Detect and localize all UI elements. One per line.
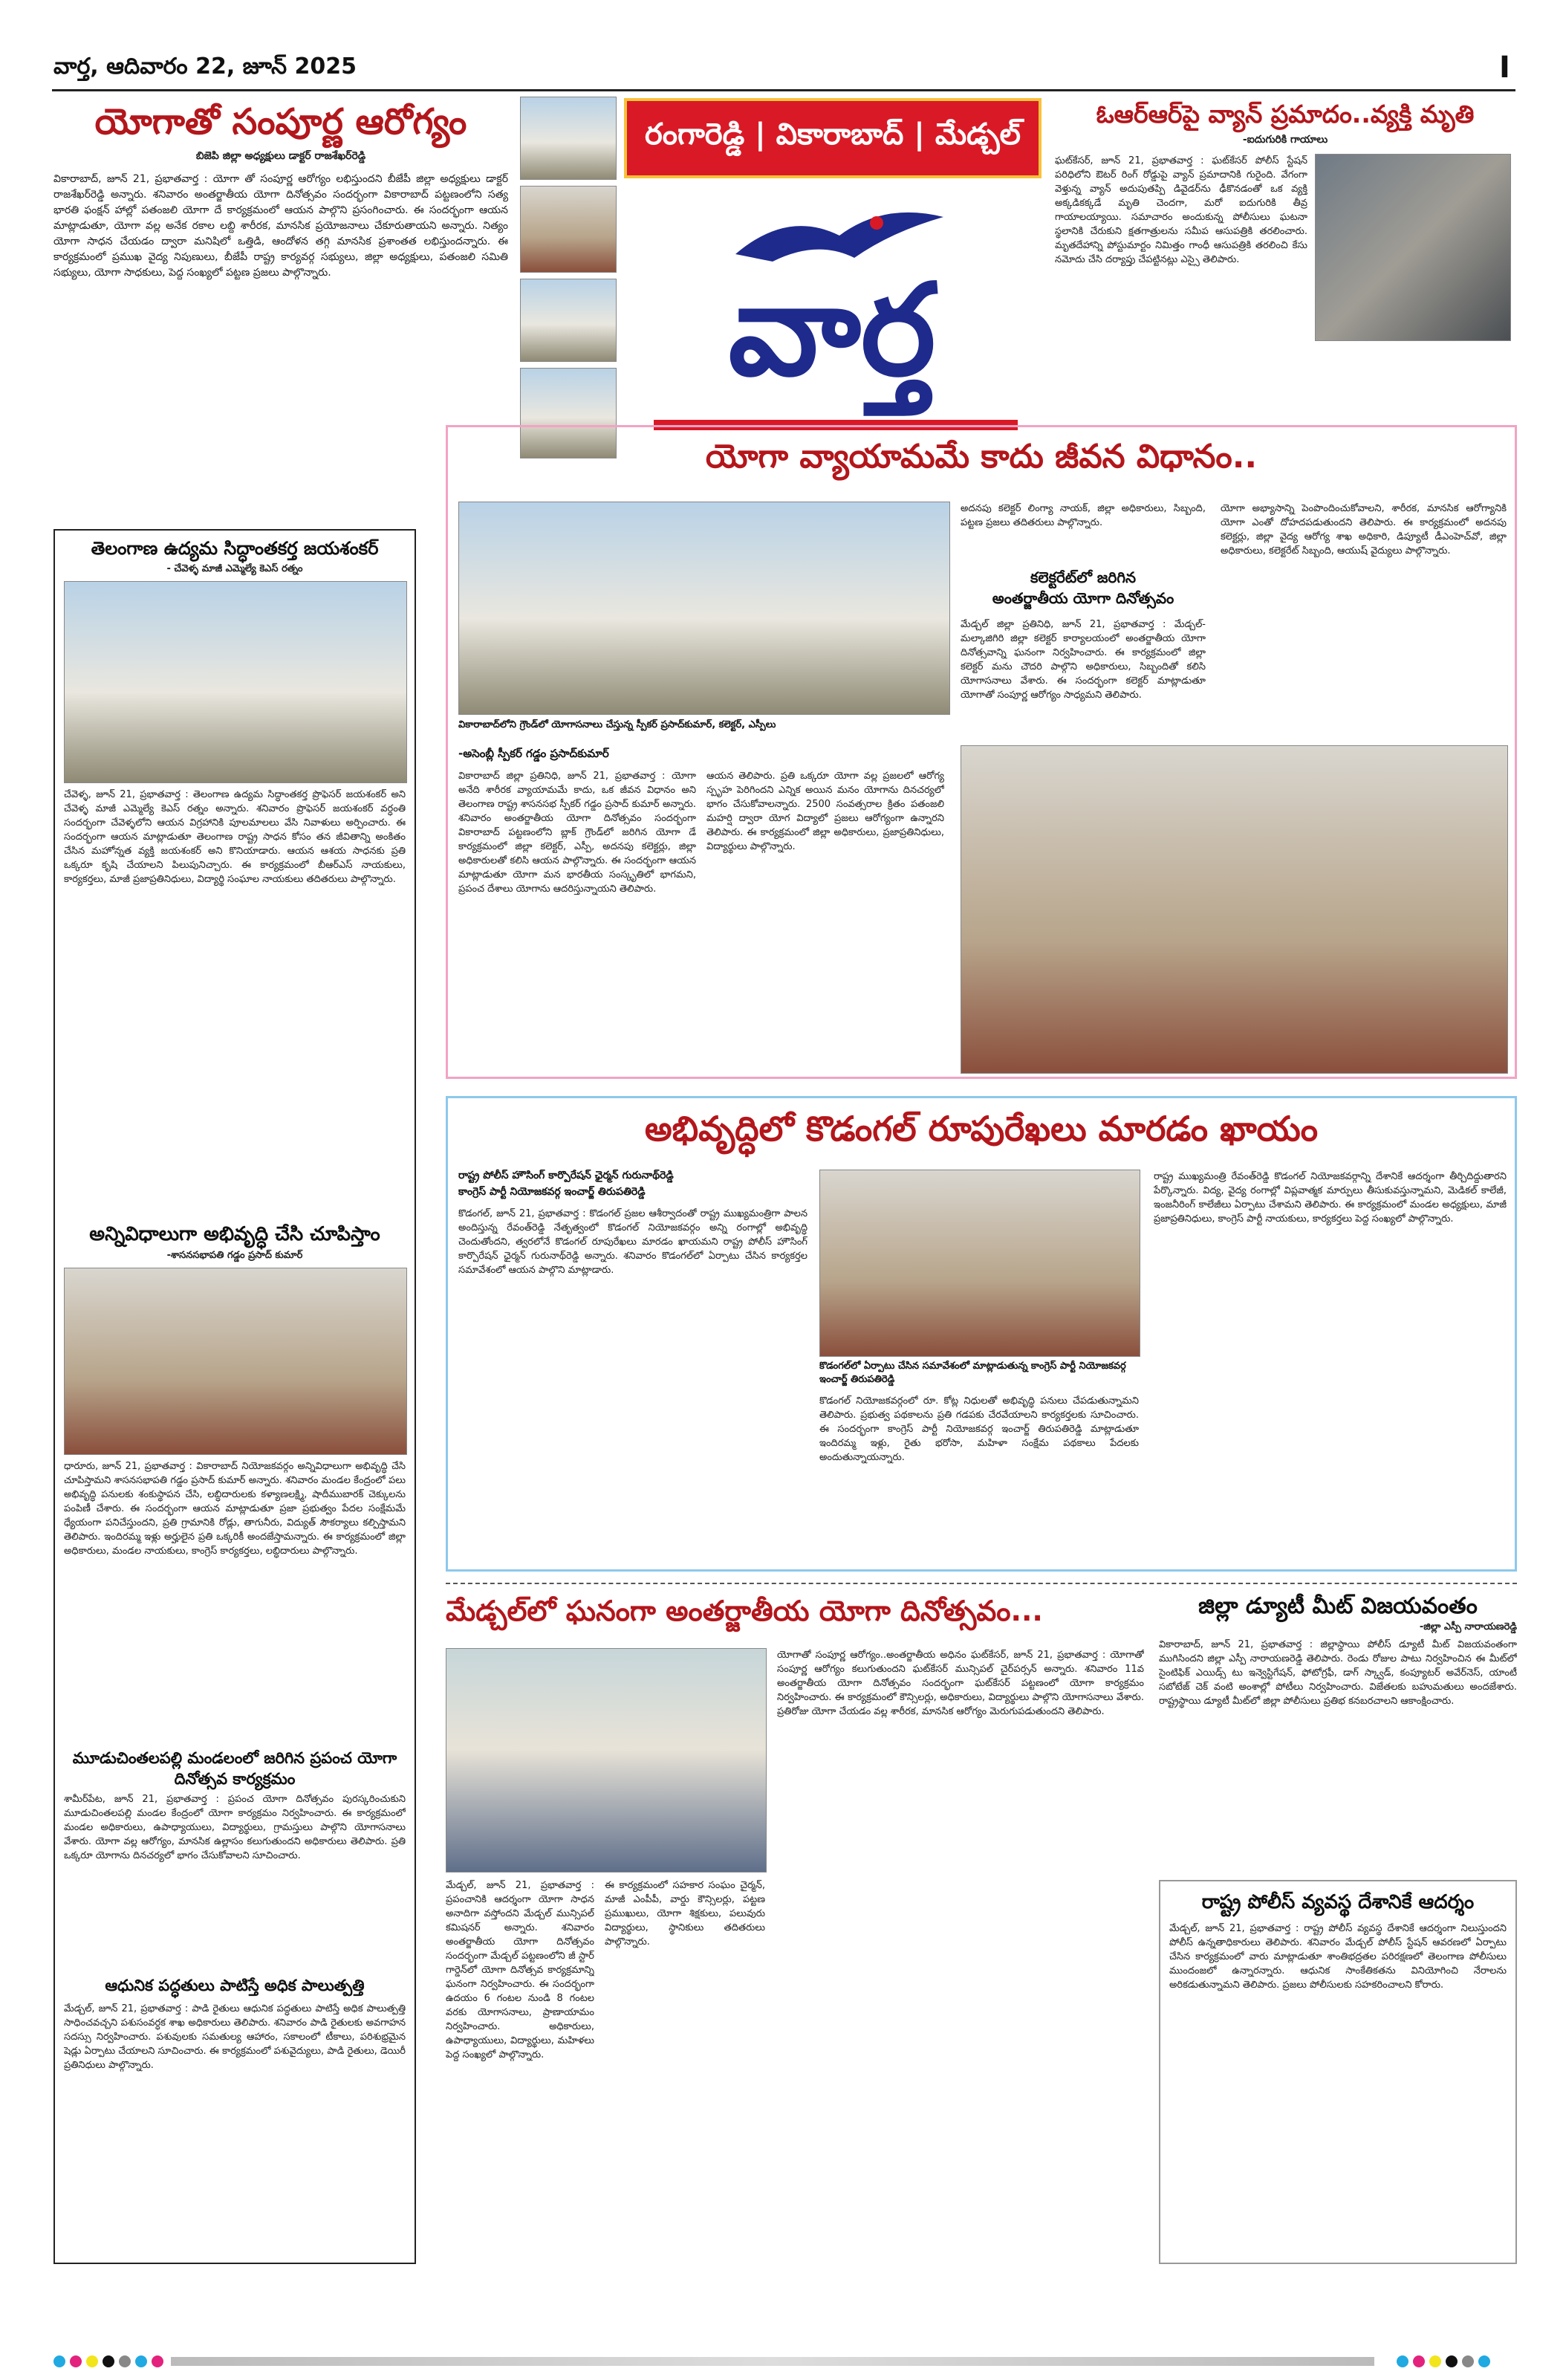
medchal-yoga-photo <box>446 1648 767 1872</box>
body-col-4: మేడ్చల్ జిల్లా ప్రతినిధి, జూన్ 21, ప్రభాతవార్త : మేడ్చల్-మల్కాజిగిరి జిల్లా కలెక్టర్ కార్యాలయంలో అంతర్జాతీయ యోగా దినోత్సవాన్ని ఘనంగా నిర్వహించారు. ఈ కార్యక్రమంలో జిల్లా కలెక్టర్ మను చౌదరి పాల్గొని అధికారులు, సిబ్బందితో కలిసి యోగాసనాలు వేశారు. ఈ సందర్భంగా కలెక్టర్ మాట్లాడుతూ యోగాతో సంపూర్ణ ఆరోగ్యం సాధ్యమని తెలిపారు. <box>961 619 1206 701</box>
headline: మేడ్చల్‌లో ఘనంగా అంతర్జాతీయ యోగా దినోత్సవం... <box>446 1595 1043 1627</box>
landscape-photo <box>520 279 617 362</box>
registration-dot <box>1429 2355 1441 2367</box>
jayashankar-body: చేవెళ్ళ, జూన్ 21, ప్రభాతవార్త : తెలంగాణ ఉద్యమ సిద్ధాంతకర్త ప్రొఫెసర్ జయశంకర్ అని చేవెళ్ళ మాజీ ఎమ్మెల్యే కెఎస్ రత్నం అన్నారు. శనివారం ప్రొఫెసర్ జయశంకర్ వర్ధంతి సందర్భంగా చేవెళ్ళలోని ఆయన విగ్రహానికి పూలమాలలు వేసి నివాళులు అర్పించారు. ఈ సందర్భంగా ఆయన మాట్లాడుతూ తెలంగాణ రాష్ట్ర సాధన కోసం తన జీవితాన్ని అంకితం చేసిన మహోన్నత వ్యక్తి జయశంకర్ అని కొనియాడారు. ఆయన ఆశయ సాధనకు ప్రతి ఒక్కరూ కృషి చేయాలని పిలుపునిచ్చారు. ఈ కార్యక్రమంలో బీఆర్ఎస్ నాయకులు, కార్యకర్తలు, మాజీ ప్రజాప్రతినిధులు, విద్యార్థి సంఘాల నాయకులు తదితరులు పాల్గొన్నారు. <box>64 789 406 885</box>
masthead-logo: వార్త <box>728 257 936 404</box>
registration-dot <box>103 2355 114 2367</box>
subhead: -ఐదుగురికి గాయాలు <box>1242 134 1328 146</box>
registration-dot <box>119 2355 131 2367</box>
registration-dot <box>86 2355 98 2367</box>
region-banner <box>624 98 1042 178</box>
jayashankar-statue-photo <box>64 581 407 783</box>
headline: యోగా వ్యాయామమే కాదు జీవన విధానం.. <box>705 438 1258 476</box>
mudichintalapalli-body: శామీర్‌పేట, జూన్ 21, ప్రభాతవార్త : ప్రపంచ యోగా దినోత్సవం పురస్కరించుకుని మూడుచింతలపల్లి మండల కేంద్రంలో యోగా కార్యక్రమం నిర్వహించారు. ఈ కార్యక్రమంలో మండల అధికారులు, ఉపాధ్యాయులు, విద్యార్థులు, గ్రామస్తులు పాల్గొని యోగాసనాలు వేశారు. యోగా వల్ల ఆరోగ్యం, మానసిక ఉల్లాసం కలుగుతుందని అధికారులు తెలిపారు. ప్రతి ఒక్కరూ యోగాను దినచర్యలో భాగం చేసుకోవాలని సూచించారు. <box>64 1794 406 1861</box>
headline: రాష్ట్ర పోలీస్ వ్యవస్థ దేశానికే ఆదర్శం <box>1201 1891 1475 1913</box>
subhead: రాష్ట్ర పోలీస్ హౌసింగ్ కార్పొరేషన్ ఛైర్మన్ గురునాథ్‌రెడ్డి <box>458 1170 674 1181</box>
subhead-2: కాంగ్రెస్ పార్టీ నియోజకవర్గ ఇంచార్జ్ తిరుపతిరెడ్డి <box>458 1186 646 1198</box>
body-text: వికారాబాద్, జూన్ 21, ప్రభాతవార్త : జిల్లాస్థాయి పోలీస్ డ్యూటీ మీట్ విజయవంతంగా ముగిసిందని జిల్లా ఎస్పీ నారాయణరెడ్డి తెలిపారు. రెండు రోజుల పాటు నిర్వహించిన ఈ మీట్‌లో సైంటిఫిక్ ఎయిడ్స్ టు ఇన్వెస్టిగేషన్, ఫోటోగ్రఫీ, డాగ్ స్క్వాడ్, కంప్యూటర్ అవేర్‌నెస్, యాంటీ సబోటేజ్ చెక్ వంటి అంశాల్లో పోటీలు నిర్వహించారు. విజేతలకు బహుమతులు అందజేశారు. రాష్ట్రస్థాయి డ్యూటీ మీట్‌లో జిల్లా పోలీసులు ప్రతిభ కనబరచాలని ఆకాంక్షించారు. <box>1159 1639 1517 1707</box>
mudichintalapalli-headline: మూడుచింతలపల్లి మండలంలో జరిగిన ప్రపంచ యోగా దినోత్సవ కార్యక్రమం <box>72 1749 397 1788</box>
headline: జిల్లా డ్యూటీ మీట్ విజయవంతం <box>1198 1593 1478 1619</box>
body-col-3: అదనపు కలెక్టర్ లింగ్యా నాయక్, జిల్లా అధికారులు, సిబ్బంది, పట్టణ ప్రజలు తదితరులు పాల్గొన్నారు. <box>961 503 1206 528</box>
registration-dot <box>1478 2355 1490 2367</box>
body-text: వికారాబాద్, జూన్ 21, ప్రభాతవార్త : యోగా తో సంపూర్ణ ఆరోగ్యం లభిస్తుందని బీజేపీ జిల్లా అధ్యక్షులు డాక్టర్ రాజశేఖర్‌రెడ్డి అన్నారు. శనివారం అంతర్జాతీయ యోగా దినోత్సవం సందర్భంగా వికారాబాద్ పట్టణంలోని సత్య భారతి ఫంక్షన్ హాల్లో పతంజలి యోగా దే కార్యక్రమంలో ఆయన పాల్గొని ప్రసంగించారు. ఈ సందర్భంగా ఆయన మాట్లాడుతూ, యోగా వల్ల అనేక రకాల లబ్ది శారీరక, మానసిక ప్రయోజనాలు చేకూరుతాయని అన్నారు. నిత్యం యోగా సాధన చేయడం ద్వారా మనిషిలో ఒత్తిడి, ఆందోళన తగ్గి మానసిక ప్రశాంతత లభిస్తుందన్నారు. ఈ కార్యక్రమంలో ప్రముఖ వైద్య నిపుణులు, బీజేపీ రాష్ట్ర కార్యవర్గ సభ్యులు, జిల్లా అధ్యక్షులు, పతంజలి సమితి సభ్యులు, యోగా సాధకులు, పెద్ద సంఖ్యలో పట్టణ ప్రజలు పాల్గొన్నారు. <box>53 173 508 279</box>
yoga-health-story <box>53 98 508 514</box>
bottom-gray-bar <box>171 2357 1374 2366</box>
collectorate-head: కలెక్టరేట్‌లో జరిగిన <box>1030 568 1137 586</box>
jayashankar-headline: తెలంగాణ ఉద్యమ సిద్ధాంతకర్త జయశంకర్ <box>91 538 379 559</box>
body-text: మేడ్చల్, జూన్ 21, ప్రభాతవార్త : రాష్ట్ర పోలీస్ వ్యవస్థ దేశానికే ఆదర్శంగా నిలుస్తుందని పోలీస్ ఉన్నతాధికారులు తెలిపారు. శనివారం మేడ్చల్ పోలీస్ స్టేషన్ ఆవరణలో ఏర్పాటు చేసిన కార్యక్రమంలో వారు మాట్లాడుతూ శాంతిభద్రతల పరిరక్షణలో తెలంగాణ పోలీసులు ముందంజలో ఉన్నారన్నారు. ఆధునిక సాంకేతికతను వినియోగించి నేరాలను అరికడుతున్నామని తెలిపారు. ప్రజలు పోలీసులకు సహకరించాలని కోరారు. <box>1169 1923 1507 1991</box>
registration-dot <box>1413 2355 1425 2367</box>
headline: యోగాతో సంపూర్ణ ఆరోగ్యం <box>94 101 467 143</box>
registration-dot <box>1462 2355 1474 2367</box>
accident-photo <box>1315 154 1511 341</box>
color-registration-left <box>53 2355 163 2367</box>
body-col-2: కొడంగల్ నియోజకవర్గంలో రూ. కోట్ల నిధులతో అభివృద్ధి పనులు చేపడుతున్నామని తెలిపారు. ప్రభుత్వ పథకాలను ప్రతి గడపకు చేరవేయాలని కార్యకర్తలకు సూచించారు. ఈ సందర్భంగా కాంగ్రెస్ పార్టీ నియోజకవర్గ ఇంచార్జ్ తిరుపతిరెడ్డి మాట్లాడుతూ ఇందిరమ్మ ఇళ్లు, రైతు భరోసా, మహిళా సంక్షేమ పథకాలు పేదలకు అందుతున్నాయన్నారు. <box>819 1395 1139 1463</box>
temple-photo <box>520 97 617 180</box>
byline: -అసెంబ్లీ స్పీకర్ గడ్డం ప్రసాద్‌కుమార్ <box>458 747 609 760</box>
yoga-lifestyle-section <box>446 425 1517 1079</box>
deity-photo <box>520 186 617 273</box>
registration-dot <box>1446 2355 1458 2367</box>
collectorate-yoga-photo <box>961 745 1508 1074</box>
headline: అభివృద్ధిలో కొడంగల్ రూపురేఖలు మారడం ఖాయం <box>644 1109 1319 1149</box>
registration-dot <box>53 2355 65 2367</box>
body-col-3: యోగాతో సంపూర్ణ ఆరోగ్యం..అంతర్జాతీయ అధినం ఘట్‌కేసర్, జూన్ 21, ప్రభాతవార్త : యోగాతో సంపూర్ణ ఆరోగ్యం కలుగుతుందని ఘట్‌కేసర్ మున్సిపల్ చైర్‌పర్సన్ అన్నారు. శనివారం 11వ అంతర్జాతీయ యోగా దినోత్సవం సందర్భంగా ఘట్‌కేసర్ పట్టణంలో యోగా కార్యక్రమం నిర్వహించారు. ఈ కార్యక్రమంలో కౌన్సిలర్లు, అధికారులు, విద్యార్థులు పాల్గొని యోగాసనాలు వేశారు. ప్రతిరోజు యోగా చేయడం వల్ల శారీరక, మానసిక ఆరోగ్యం మెరుగుపడుతుందని తెలిపారు. <box>777 1650 1144 1717</box>
body-col-1: వికారాబాద్ జిల్లా ప్రతినిధి, జూన్ 21, ప్రభాతవార్త : యోగా అనేది శారీరక వ్యాయామమే కాదు, ఒక జీవన విధానం అని తెలంగాణ రాష్ట్ర శాసనసభ స్పీకర్ గడ్డం ప్రసాద్ కుమార్ అన్నారు. శనివారం అంతర్జాతీయ యోగా దినోత్సవం సందర్భంగా వికారాబాద్ పట్టణంలోని బ్లాక్ గ్రౌండ్‌లో జరిగిన యోగా డే కార్యక్రమంలో జిల్లా కలెక్టర్, ఎస్పీ, అదనపు కలెక్టర్లు, జిల్లా అధికారులతో కలిసి ఆయన పాల్గొన్నారు. ఈ సందర్భంగా ఆయన మాట్లాడుతూ యోగా మన భారతీయ సంస్కృతిలో భాగమని, ప్రపంచ దేశాలు యోగాను ఆదరిస్తున్నాయని తెలిపారు. <box>458 771 696 895</box>
region-banner-text: రంగారెడ్డి | వికారాబాద్ | మేడ్చల్ <box>645 117 1021 152</box>
state-police-story <box>1159 1880 1517 2264</box>
body-col-2: ఈ కార్యక్రమంలో సహకార సంఘం చైర్మన్, మాజీ ఎంపీపీ, వార్డు కౌన్సిలర్లు, పట్టణ ప్రముఖులు, యోగా శిక్షకులు, పలువురు విద్యార్థులు, స్థానికులు తదితరులు పాల్గొన్నారు. <box>605 1880 765 1948</box>
jayashankar-subhead: - చేవెళ్ళ మాజీ ఎమ్మెల్యే కెఎస్ రత్నం <box>166 563 303 574</box>
dateline: వార్త, ఆదివారం 22, జూన్ 2025 <box>53 53 357 80</box>
top-rule <box>52 89 1515 91</box>
kodangal-section <box>446 1096 1517 1572</box>
registration-dot <box>135 2355 147 2367</box>
body-col-3: రాష్ట్ర ముఖ్యమంత్రి రేవంత్‌రెడ్డి కొడంగల్ నియోజకవర్గాన్ని దేశానికే ఆదర్శంగా తీర్చిదిద్దుతారని పేర్కొన్నారు. విద్య, వైద్య రంగాల్లో విప్లవాత్మక మార్పులు తీసుకువస్తున్నామని, మెడికల్ కాలేజీ, ఇంజనీరింగ్ కాలేజీలు ఏర్పాటు చేశామని తెలిపారు. ఈ కార్యక్రమంలో మండల అధ్యక్షులు, మాజీ ప్రజాప్రతినిధులు, కాంగ్రెస్ పార్టీ నాయకులు, కార్యకర్తలు పెద్ద సంఖ్యలో పాల్గొన్నారు. <box>1154 1171 1507 1225</box>
body-text: ఘట్‌కేసర్, జూన్ 21, ప్రభాతవార్త : ఘట్‌కేసర్ పోలీస్ స్టేషన్ పరిధిలోని ఔటర్ రింగ్ రోడ్డుపై వ్యాన్ ప్రమాదానికి గురైంది. వేగంగా వెళ్తున్న వ్యాన్ అదుపుతప్పి డివైడర్‌ను ఢీకొనడంతో ఒక వ్యక్తి అక్కడికక్కడే మృతి చెందగా, మరో ఐదుగురికి తీవ్ర గాయాలయ్యాయి. సమాచారం అందుకున్న పోలీసులు ఘటనా స్థలానికి చేరుకుని క్షతగాత్రులను సమీప ఆసుపత్రికి తరలించారు. మృతదేహాన్ని పోస్టుమార్టం నిమిత్తం గాంధీ ఆసుపత్రికి తరలించి కేసు నమోదు చేసి దర్యాప్తు చేపట్టినట్లు ఎస్సై తెలిపారు. <box>1055 155 1307 265</box>
medchal-yoga-section <box>446 1592 1151 2264</box>
collectorate-sub: అంతర్జాతీయ యోగా దినోత్సవం <box>992 589 1174 607</box>
headline: ఓఆర్ఆర్‌పై వ్యాన్ ప్రమాదం..వ్యక్తి మృతి <box>1096 100 1475 129</box>
modern-farming-headline: ఆధునిక పద్ధతులు పాటిస్తే అధిక పాలుత్పత్తి <box>105 1977 365 1994</box>
body-col-5: యోగా అభ్యాసాన్ని పెంపొందించుకోవాలని, శారీరక, మానసిక ఆరోగ్యానికి యోగా ఎంతో దోహదపడుతుందని తెలిపారు. ఈ కార్యక్రమంలో అదనపు కలెక్టర్లు, జిల్లా వైద్య ఆరోగ్య శాఖ అధికారి, డిప్యూటీ డీఎంహెచ్‌వో, జిల్లా అధికారులు, కలెక్టరేట్ సిబ్బంది, ఆయుష్ వైద్యులు పాల్గొన్నారు. <box>1221 503 1507 557</box>
body-col-1: కొడంగల్, జూన్ 21, ప్రభాతవార్త : కొడంగల్ ప్రజల ఆశీర్వాదంతో రాష్ట్ర ముఖ్యమంత్రిగా పాలన అందిస్తున్న రేవంత్‌రెడ్డి నేతృత్వంలో కొడంగల్ నియోజకవర్గం అన్ని రంగాల్లో అభివృద్ధి చెందుతోందని, త్వరలోనే కొడంగల్ రూపురేఖలు మారడం ఖాయమని రాష్ట్ర పోలీస్ హౌసింగ్ కార్పొరేషన్ ఛైర్మన్ గురునాథ్‌రెడ్డి అన్నారు. శనివారం కొడంగల్‌లో ఏర్పాటు చేసిన కార్యకర్తల సమావేశంలో ఆయన పాల్గొని మాట్లాడారు. <box>458 1208 808 1276</box>
body-col-1: మేడ్చల్, జూన్ 21, ప్రభాతవార్త : ప్రపంచానికి ఆదర్శంగా యోగా సాధన అనాదిగా వస్తోందని మేడ్చల్ మున్సిపల్ కమిషనర్ అన్నారు. శనివారం అంతర్జాతీయ యోగా దినోత్సవం సందర్భంగా మేడ్చల్ పట్టణంలోని జీ స్టార్ గార్డెన్‌లో యోగా దినోత్సవ కార్యక్రమాన్ని ఘనంగా నిర్వహించారు. ఈ సందర్భంగా ఉదయం 6 గంటల నుండి 8 గంటల వరకు యోగాసనాలు, ప్రాణాయామం నిర్వహించారు. అధికారులు, ఉపాధ్యాయులు, విద్యార్థులు, మహిళలు పెద్ద సంఖ్యలో పాల్గొన్నారు. <box>446 1880 594 2060</box>
registration-dot <box>1397 2355 1408 2367</box>
section-separator <box>446 1583 1517 1584</box>
vikarabad-yoga-photo <box>458 502 950 715</box>
page-number: I <box>1499 51 1510 85</box>
body-col-2: ఆయన తెలిపారు. ప్రతి ఒక్కరూ యోగా వల్ల ప్రజలలో ఆరోగ్య స్పృహ పెరిగిందని ఎన్నిక అయిన మనం యోగాను దినచర్యలో భాగం చేసుకోవాలన్నారు. 2500 సంవత్సరాల క్రితం పతంజలి మహర్షి ద్వారా యోగ విద్యాలో ప్రజలు ఆరోగ్యంగా ఉన్నారని తెలిపారు. ఈ కార్యక్రమంలో జిల్లా అధికారులు, ప్రజాప్రతినిధులు, విద్యార్థులు పాల్గొన్నారు. <box>706 771 944 852</box>
color-registration-right <box>1397 2355 1490 2367</box>
subhead: బిజెపి జిల్లా అధ్యక్షులు డాక్టర్ రాజశేఖర్‌రెడ్డి <box>195 150 366 162</box>
photo-caption: వికారాబాద్‌లోని గ్రౌండ్‌లో యోగాసనాలు చేస్తున్న స్పీకర్ ప్రసాద్‌కుమార్, కలెక్టర్, ఎస్పీలు <box>458 719 776 730</box>
kodangal-meeting-photo <box>819 1170 1140 1357</box>
photo-caption: కొడంగల్‌లో ఏర్పాటు చేసిన సమావేశంలో మాట్లాడుతున్న కాంగ్రెస్ పార్టీ నియోజకవర్గ ఇంచార్జ్ తిరుపతిరెడ్డి <box>819 1361 1126 1385</box>
registration-dot <box>70 2355 82 2367</box>
development-body: ధారూరు, జూన్ 21, ప్రభాతవార్త : వికారాబాద్ నియోజకవర్గం అన్నివిధాలుగా అభివృద్ధి చేసి చూపిస్తామని శాసనసభాపతి గడ్డం ప్రసాద్ కుమార్ అన్నారు. శనివారం మండల కేంద్రంలో పలు అభివృద్ధి పనులకు శంకుస్థాపన చేసి, లబ్ధిదారులకు కళ్యాణలక్ష్మి, షాదీముబారక్ చెక్కులను పంపిణీ చేశారు. ఈ సందర్భంగా ఆయన మాట్లాడుతూ ప్రజా ప్రభుత్వం పేదల సంక్షేమమే ధ్యేయంగా పనిచేస్తుందని, ప్రతి గ్రామానికి రోడ్లు, తాగునీరు, విద్యుత్ సౌకర్యాలు కల్పిస్తామని తెలిపారు. ఇందిరమ్మ ఇళ్లు అర్హులైన ప్రతి ఒక్కరికీ అందజేస్తామన్నారు. ఈ కార్యక్రమంలో జిల్లా అధికారులు, మండల నాయకులు, కాంగ్రెస్ కార్యకర్తలు, లబ్ధిదారులు పాల్గొన్నారు. <box>64 1461 406 1557</box>
subhead: -జిల్లా ఎస్పీ నారాయణరెడ్డి <box>1419 1621 1517 1632</box>
development-headline: అన్నివిధాలుగా అభివృద్ధి చేసి చూపిస్తాం <box>89 1223 380 1245</box>
left-column-box <box>53 529 416 2264</box>
development-subhead: -శాసనసభాపతి గడ్డం ప్రసాద్ కుమార్ <box>166 1250 303 1261</box>
registration-dot <box>152 2355 163 2367</box>
cheque-distribution-photo <box>64 1268 407 1455</box>
duty-meet-story <box>1159 1592 1517 1874</box>
modern-farming-body: మేడ్చల్, జూన్ 21, ప్రభాతవార్త : పాడి రైతులు ఆధునిక పద్ధతులు పాటిస్తే అధిక పాలుత్పత్తి సాధించవచ్చని పశుసంవర్ధక శాఖ అధికారులు తెలిపారు. శనివారం పాడి రైతులకు అవగాహన సదస్సు నిర్వహించారు. పశువులకు సమతుల్య ఆహారం, సకాలంలో టీకాలు, పరిశుభ్రమైన షెడ్లు ఏర్పాటు చేయాలని సూచించారు. ఈ కార్యక్రమంలో పశువైద్యులు, పాడి రైతులు, డెయిరీ ప్రతినిధులు పాల్గొన్నారు. <box>64 2003 406 2071</box>
